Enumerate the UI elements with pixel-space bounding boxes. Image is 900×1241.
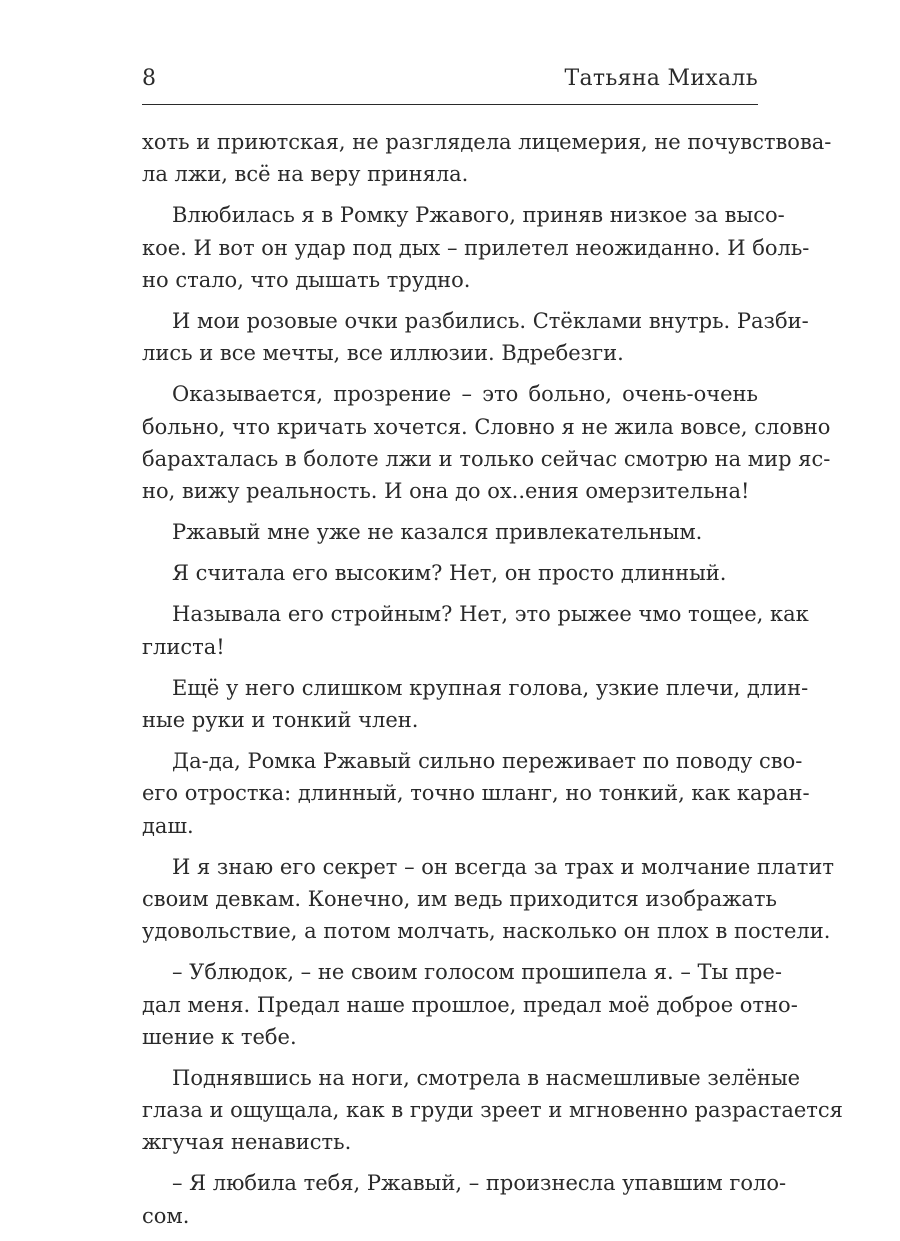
- text-line: Я считала его высоким? Нет, он просто длинный.: [172, 561, 727, 586]
- paragraph: [142, 598, 809, 662]
- paragraph: [142, 851, 835, 948]
- paragraph: [142, 557, 758, 589]
- paragraph: [142, 516, 758, 548]
- text-line: – Я любила тебя, Ржавый, – произнесла упавшим голо-: [172, 1171, 787, 1196]
- paragraph: [142, 378, 831, 507]
- paragraph: [142, 1167, 787, 1231]
- text-line: И я знаю его секрет – он всегда за трах и молчание платит: [172, 854, 835, 879]
- author-name: Татьяна Михаль: [564, 66, 758, 91]
- text-line: лись и все мечты, все иллюзии. Вдребезги.: [142, 341, 624, 366]
- text-line: барахталась в болоте лжи и только сейчас смотрю на мир яс-: [142, 446, 831, 471]
- paragraph: [142, 305, 809, 369]
- header-rule: [142, 104, 758, 105]
- text-line: больно, что кричать хочется. Словно я не жила вовсе, словно: [142, 414, 831, 439]
- text-line: Да-да, Ромка Ржавый сильно переживает по поводу сво-: [172, 749, 803, 774]
- text-line: своим девкам. Конечно, им ведь приходится изображать: [142, 886, 777, 911]
- text-line: хоть и приютская, не разглядела лицемерия, не почувствова-: [142, 130, 832, 154]
- text-line: но, вижу реальность. И она до ох..ения омерзительна!: [142, 478, 750, 503]
- text-line: ные руки и тонкий член.: [142, 708, 419, 732]
- paragraph: [142, 745, 810, 842]
- text-line: его отростка: длинный, точно шланг, но тонкий, как каран-: [142, 781, 810, 806]
- text-line: – Ублюдок, – не своим голосом прошипела я. – Ты пре-: [172, 960, 782, 985]
- body-text: [142, 126, 843, 1241]
- page-number: 8: [142, 66, 156, 91]
- text-line: даш.: [142, 813, 194, 838]
- text-line: Называла его стройным? Нет, это рыжее чмо тощее, как: [172, 602, 809, 627]
- text-line: удовольствие, а потом молчать, насколько он плох в постели.: [142, 919, 831, 944]
- text-line: Ржавый мне уже не казался привлекательным.: [172, 520, 703, 545]
- paragraph: [142, 1062, 843, 1159]
- text-line: жгучая ненависть.: [142, 1130, 352, 1155]
- paragraph: [142, 672, 809, 736]
- text-line: дал меня. Предал наше прошлое, предал моё доброе отно-: [142, 992, 798, 1017]
- paragraph: [142, 956, 798, 1053]
- text-line: И мои розовые очки разбились. Стёклами внутрь. Разби-: [172, 308, 809, 333]
- text-line: глаза и ощущала, как в груди зреет и мгновенно разрастается: [142, 1098, 843, 1123]
- paragraph: [142, 126, 832, 190]
- text-line: кое. И вот он удар под дых – прилетел неожиданно. И боль-: [142, 235, 810, 260]
- running-header: [142, 64, 758, 94]
- text-line: глиста!: [142, 634, 225, 659]
- text-line: ла лжи, всё на веру приняла.: [142, 162, 469, 187]
- paragraph: [142, 199, 810, 296]
- text-line: Оказывается, прозрение – это больно, очень-очень: [172, 382, 758, 407]
- text-line: сом.: [142, 1203, 190, 1228]
- text-line: но стало, что дышать трудно.: [142, 267, 471, 292]
- text-line: Поднявшись на ноги, смотрела в насмешливые зелёные: [172, 1065, 801, 1090]
- text-line: Влюбилась я в Ромку Ржавого, приняв низкое за высо-: [172, 203, 785, 228]
- text-line: Ещё у него слишком крупная голова, узкие плечи, длин-: [172, 675, 809, 700]
- text-line: шение к тебе.: [142, 1024, 297, 1049]
